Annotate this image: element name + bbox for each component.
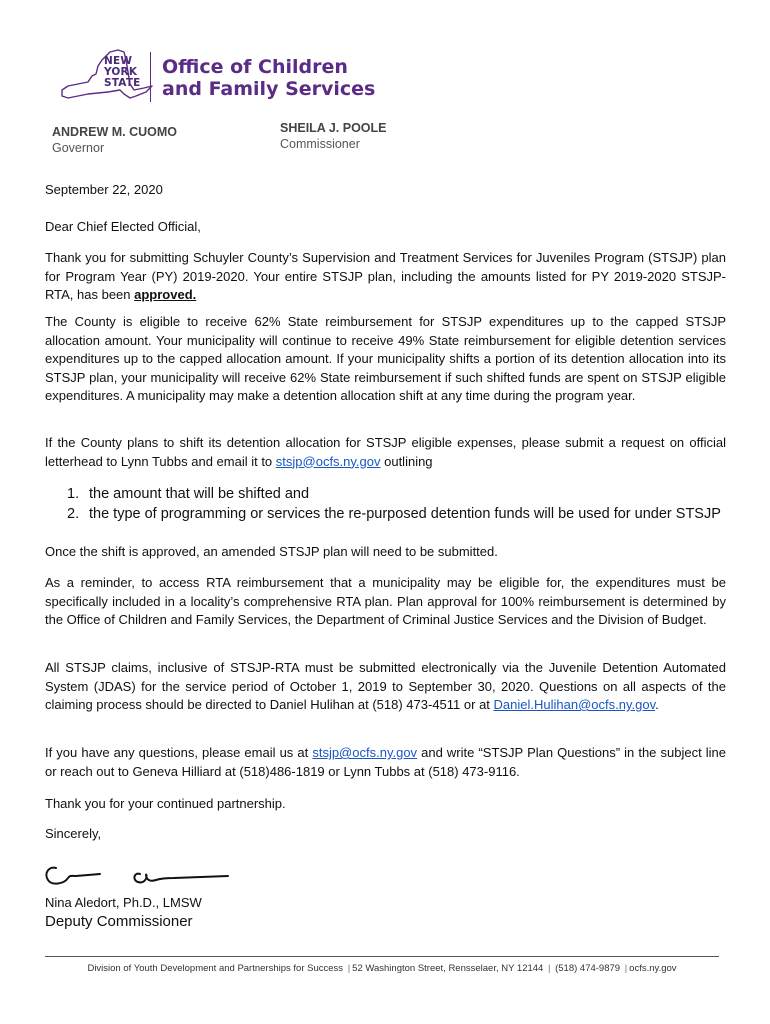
thanks-line: Thank you for your continued partnership. [45, 796, 286, 811]
commissioner-title: Commissioner [280, 137, 360, 151]
footer-separator: | [347, 963, 351, 974]
shift-request-text: If the County plans to shift its detention allocation for STSJP eligible expenses, please submit a request on official letterhead to Lynn Tubbs and email it to [45, 435, 726, 469]
logo-office-line2: and Family Services [162, 78, 376, 100]
logo-state-text [104, 56, 141, 89]
signature-image [42, 856, 242, 890]
governor-name: ANDREW M. CUOMO [52, 125, 177, 139]
closing-line: Sincerely, [45, 826, 102, 841]
commissioner-block [280, 120, 387, 152]
list-item-number: 2. [67, 506, 80, 522]
logo-office-line1: Office of Children [162, 56, 348, 78]
list-item-text: the type of programming or services the re-purposed detention funds will be used for under STSJP [89, 506, 721, 522]
footer-website: ocfs.ny.gov [629, 963, 677, 974]
footer-phone: (518) 474-9879 [555, 963, 621, 974]
footer-separator: | [547, 963, 551, 974]
stsjp-email-link[interactable]: stsjp@ocfs.ny.gov [275, 453, 381, 469]
list-item [45, 484, 726, 504]
list-item-number: 1. [67, 486, 80, 502]
paragraph-claims [45, 659, 726, 715]
paragraph-amended-plan: Once the shift is approved, an amended STSJP plan will need to be submitted. [45, 544, 498, 559]
salutation: Dear Chief Elected Official, [45, 219, 201, 234]
paragraph-shift-request [45, 434, 726, 471]
list-item [45, 504, 726, 524]
signer-title: Deputy Commissioner [45, 913, 193, 930]
logo-divider [150, 52, 151, 102]
footer-division: Division of Youth Development and Partnerships for Success [87, 963, 344, 974]
logo-york: YORK [104, 66, 138, 78]
commissioner-name: SHEILA J. POOLE [280, 121, 387, 135]
ocfs-logo [58, 46, 376, 110]
claims-after: . [655, 697, 659, 712]
signer-name: Nina Aledort, Ph.D., LMSW [45, 895, 202, 910]
logo-state: STATE [104, 77, 141, 89]
stsjp-questions-email-link[interactable]: stsjp@ocfs.ny.gov [312, 745, 418, 760]
hulihan-email-link[interactable]: Daniel.Hulihan@ocfs.ny.gov [493, 697, 656, 712]
footer-divider [45, 956, 719, 957]
shift-request-after: outlining [380, 453, 433, 469]
shift-requirements-list [45, 484, 726, 524]
list-item-text: the amount that will be shifted and [89, 486, 310, 502]
footer-address: 52 Washington Street, Rensselaer, NY 12144 [352, 963, 544, 974]
questions-text: If you have any questions, please email us at [45, 745, 313, 760]
paragraph-questions [45, 744, 726, 781]
questions-after: and write “STSJP Plan Questions” in the subject line or reach out to Geneva Hilliard at (518)486-1819 or Lynn Tubbs at (518) 473-9116. [45, 745, 727, 779]
paragraph-rta-reminder: As a reminder, to access RTA reimbursement that a municipality may be eligible for, the expenditures must be specifically included in a locality’s comprehensive RTA plan. Plan approval for 100% reimbursement is determined by the Office of Children and Family Services, the Department of Criminal Justice Services and the Division of Budget. [45, 575, 726, 627]
governor-title: Governor [52, 141, 105, 155]
paragraph-approval-text: Thank you for submitting Schuyler County’s Supervision and Treatment Services for Juveniles Program (STSJP) plan for Program Year (PY) 2019-2020. Your entire STSJP plan, including the amounts listed for PY 2019-2020 STSJP-RTA, has been [45, 250, 726, 302]
governor-block [52, 124, 177, 156]
footer [45, 963, 719, 974]
letter-date: September 22, 2020 [45, 182, 163, 197]
claims-text: All STSJP claims, inclusive of STSJP-RTA must be submitted electronically via the Juvenile Detention Automated System (JDAS) for the service period of October 1, 2019 to September 30, 2020. Questions on all aspects of the claiming process should be directed to Daniel Hulihan at (518) 473-4511 or at [45, 660, 726, 712]
paragraph-approval [45, 249, 726, 305]
logo-new: NEW [104, 55, 133, 67]
paragraph-reimbursement: The County is eligible to receive 62% State reimbursement for STSJP expenditures up to the capped STSJP allocation amount. Your municipality will continue to receive 49% State reimbursement for eligible detention services expenditures up to the capped allocation amount. If your municipality shifts a portion of its detention allocation into its STSJP plan, your municipality will receive 62% State reimbursement if such shifted funds are spent on STSJP eligible expenditures. A municipality may make a detention allocation shift at any time during the program year. [45, 314, 726, 403]
logo-office-name [162, 56, 375, 100]
approved-emphasis: approved. [134, 287, 197, 302]
footer-separator: | [624, 963, 628, 974]
